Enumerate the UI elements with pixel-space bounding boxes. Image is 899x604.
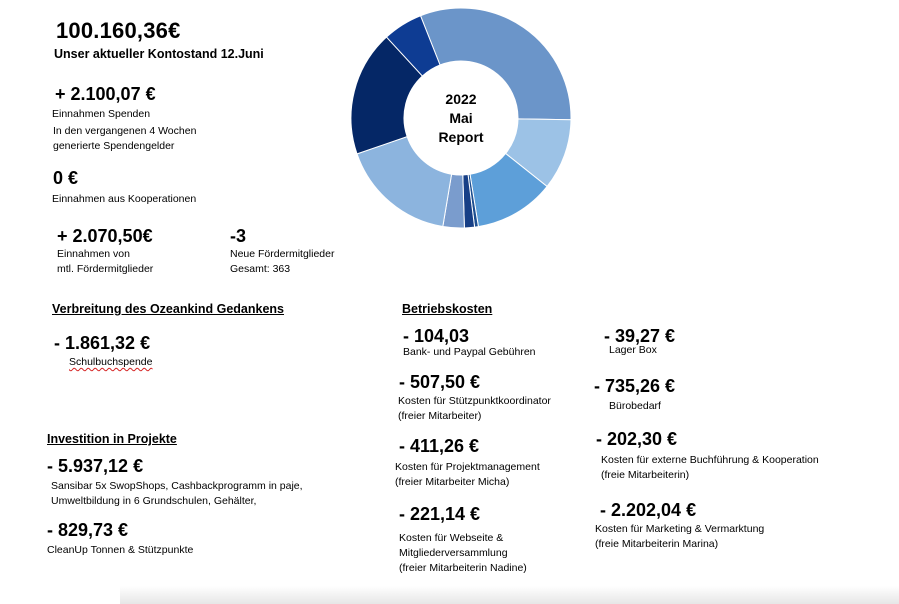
operating-item-amount: - 104,03 [403,326,470,346]
outreach-label-text: Schulbuchspende [69,356,153,368]
operating-item-amount: - 39,27 € [604,326,676,346]
cooperation-amount: 0 € [53,168,79,188]
operating-item-amount: - 735,26 € [594,376,676,396]
operating-item-amount: - 221,14 € [399,504,481,524]
report-donut-chart [348,5,574,231]
operating-item-label: Kosten für externe Buchführung & Kooperation (freie Mitarbeiterin) [601,454,819,481]
donut-center-label [348,5,574,231]
bottom-shadow [120,586,899,604]
operating-item-amount: - 507,50 € [399,372,481,392]
account-balance: 100.160,36€ [56,18,181,43]
operating-item-label: Lager Box [609,344,657,356]
operating-item-label: Kosten für Projektmanagement (freier Mitarbeiter Micha) [395,461,540,488]
account-balance-label: Unser aktueller Kontostand 12.Juni [54,47,264,61]
outreach-label [69,355,152,370]
cooperation-label: Einnahmen aus Kooperationen [52,193,197,205]
operating-item-label: Bürobedarf [609,400,661,412]
operating-item-label: Bank- und Paypal Gebühren [403,346,536,358]
outreach-amount: - 1.861,32 € [54,333,151,353]
investment-1-label: Sansibar 5x SwopShops, Cashbackprogramm in paje, Umweltbildung in 6 Grundschulen, Gehälter, [51,480,303,507]
donut-year: 2022 [445,90,477,107]
investment-2-amount: - 829,73 € [47,520,129,540]
donations-note: In den vergangenen 4 Wochen generierte Spendengelder [53,125,197,152]
members-amount: + 2.070,50€ [57,226,153,246]
operating-item-label: Kosten für Webseite & Mitgliederversammlung (freier Mitarbeiterin Nadine) [399,532,527,574]
investments-heading: Investition in Projekte [47,432,177,446]
new-members-label: Neue Fördermitglieder Gesamt: 363 [230,248,335,275]
members-label: Einnahmen von mtl. Fördermitglieder [57,248,154,275]
investment-2-label: CleanUp Tonnen & Stützpunkte [47,544,194,556]
donations-label: Einnahmen Spenden [52,108,151,120]
outreach-heading: Verbreitung des Ozeankind Gedankens [52,302,285,316]
operating-item-label: Kosten für Stützpunktkoordinator (freier Mitarbeiter) [398,395,551,422]
operating-item-amount: - 2.202,04 € [600,500,697,520]
donut-month: Mai [449,109,473,126]
new-members-amount: -3 [230,226,247,246]
operating-heading: Betriebskosten [402,302,493,316]
investment-1-amount: - 5.937,12 € [47,456,144,476]
operating-item-amount: - 202,30 € [596,429,678,449]
donations-amount: + 2.100,07 € [55,84,156,104]
operating-item-amount: - 411,26 € [399,436,480,456]
operating-item-label: Kosten für Marketing & Vermarktung (freie Mitarbeiterin Marina) [595,523,765,550]
donut-report: Report [438,128,484,145]
